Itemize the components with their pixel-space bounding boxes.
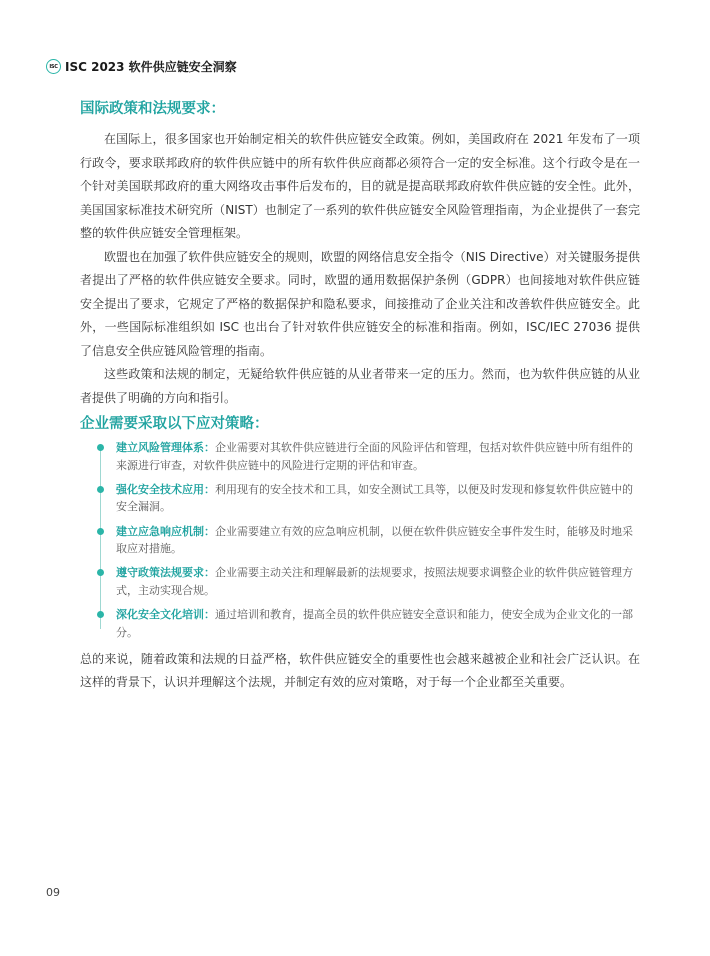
- bullet-dot-icon: [97, 611, 104, 618]
- page-header: [46, 58, 237, 75]
- section-heading-policy: 国际政策和法规要求：: [80, 101, 225, 117]
- list-item-term: 深化安全文化培训：: [116, 608, 215, 622]
- list-item: [116, 606, 640, 641]
- header-title: ISC 2023 软件供应链安全洞察: [65, 60, 237, 74]
- list-item: [116, 439, 640, 474]
- paragraph: 在国际上，很多国家也开始制定相关的软件供应链安全政策。例如，美国政府在 2021 年发布了一项行政令，要求联邦政府的软件供应链中的所有软件供应商都必须符合一定的安全标准。这个行政令是在一个针对美国联邦政府的重大网络攻击事件后发布的，目的就是提高联邦政府软件供应链的安全性。此外，美国国家标准技术研究所（NIST）也制定了一系列的软件供应链安全风险管理指南，为企业提供了一套完整的软件供应链安全管理框架。: [80, 132, 640, 240]
- list-item-text: 企业需要主动关注和理解最新的法规要求，按照法规要求调整企业的软件供应链管理方式，主动实现合规。: [116, 566, 633, 597]
- strategy-list: [100, 439, 640, 641]
- bullet-dot-icon: [97, 569, 104, 576]
- page-number: 09: [46, 886, 60, 899]
- bullet-dot-icon: [97, 486, 104, 493]
- list-item-text: 企业需要对其软件供应链进行全面的风险评估和管理，包括对软件供应链中所有组件的来源进行审查，对软件供应链中的风险进行定期的评估和审查。: [116, 441, 633, 472]
- list-item: [116, 564, 640, 599]
- conclusion-paragraph: 总的来说，随着政策和法规的日益严格，软件供应链安全的重要性也会越来越被企业和社会广泛认识。在这样的背景下，认识并理解这个法规，并制定有效的应对策略，对于每一个企业都至关重要。: [80, 651, 640, 690]
- bullet-dot-icon: [97, 444, 104, 451]
- paragraph: 这些政策和法规的制定，无疑给软件供应链的从业者带来一定的压力。然而，也为软件供应链的从业者提供了明确的方向和指引。: [80, 367, 640, 405]
- bullet-dot-icon: [97, 528, 104, 535]
- paragraph: 欧盟也在加强了软件供应链安全的规则，欧盟的网络信息安全指令（NIS Directive）对关键服务提供者提出了严格的软件供应链安全要求。同时，欧盟的通用数据保护条例（GDPR）也间接地对软件供应链安全提出了要求，它规定了严格的数据保护和隐私要求，间接推动了企业关注和改善软件供应链安全。此外，一些国际标准组织如 ISC 也出台了针对软件供应链安全的标准和指南。例如，ISC/IEC 27036 提供了信息安全供应链风险管理的指南。: [80, 249, 640, 358]
- list-item: [116, 523, 640, 558]
- section-heading-strategies: 企业需要采取以下应对策略：: [80, 416, 269, 432]
- isc-logo-icon: ISC: [46, 59, 61, 74]
- list-item-term: 遵守政策法规要求：: [116, 566, 215, 580]
- list-item-term: 建立应急响应机制：: [116, 524, 215, 538]
- list-item-term: 建立风险管理体系：: [116, 441, 215, 454]
- list-item-term: 强化安全技术应用：: [116, 482, 215, 496]
- list-item-text: 通过培训和教育，提高全员的软件供应链安全意识和能力，使安全成为企业文化的一部分。: [116, 608, 633, 639]
- list-item: [116, 481, 640, 516]
- list-item-text: 企业需要建立有效的应急响应机制，以便在软件供应链安全事件发生时，能够及时地采取应对措施。: [116, 524, 633, 556]
- main-content: [80, 98, 640, 695]
- list-item-text: 利用现有的安全技术和工具，如安全测试工具等，以便及时发现和修复软件供应链中的安全漏洞。: [116, 482, 633, 514]
